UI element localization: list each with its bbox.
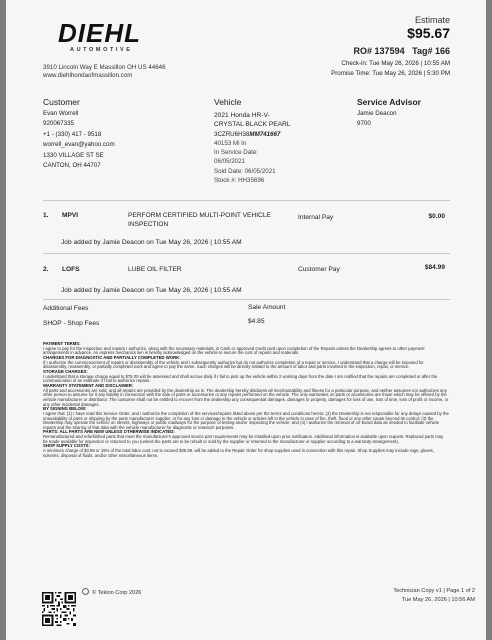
terms-section: [43, 356, 449, 370]
dealer-website: www.diehlhondaofmassillon.com: [43, 72, 133, 79]
customer-section: [43, 97, 115, 171]
terms-text: I agree to pay for the inspection and repairs I authorize, along with the necessary materials, in Cash or approved credit card upon completion of the Repairs unless the Dealership agrees to other payment arrangements in advance. An express mechanics lien is hereby acknowledged on the vehicle to secure the cost of repairs and materials.: [43, 345, 425, 356]
fees-heading: Additional Fees: [43, 305, 89, 312]
estimate-total: $95.67: [407, 25, 450, 41]
line-item-added-note: Job added by Jamie Deacon on Tue May 26, 2026 | 10:55 AM: [61, 287, 242, 294]
terms-heading: PARTS: ALL PARTS ARE NEW UNLESS OTHERWISE INDICATED:: [43, 429, 175, 435]
line-item-description: [128, 211, 271, 229]
document-type: Estimate: [414, 15, 450, 25]
advisor-section: [357, 97, 421, 129]
vehicle-color: CRYSTAL BLACK PEARL: [214, 121, 291, 129]
line-item-code: MPVI: [62, 212, 79, 219]
customer-street: 1330 VILLAGE ST SE: [43, 151, 104, 159]
advisor-details: [357, 109, 421, 129]
customer-phone: +1 - (330) 417 - 9518: [43, 130, 102, 138]
terms-heading: BY SIGNING BELOW:: [43, 406, 87, 412]
customer-name: Evan Worrell: [43, 110, 79, 117]
terms-text: I agree that: (1) I have read this Service Order, and I authorize the completion of the services/repairs listed above per the terms and conditions herein; (2) the Dealership is not responsible for any delays caused by the unavailability of parts or shipping by the parts manufacturer supplier, or for any loss or damage to the vehicle or articles left in the vehicle in case of fire, theft, flood or any other cause beyond its control; (3) the Dealership may operate the vehicle on streets, highways or public roadways for the purpose of testing and/or inspecting the vehicle; and (4) I authorize the retrieval of on-board data as needed to facilitate vehicle repairs and the sharing of that data with the vehicle manufacturer for diagnostic or research purposes.: [43, 410, 449, 430]
estimate-document: [6, 0, 486, 640]
ro-label: RO#: [353, 46, 373, 56]
qr-code: [42, 592, 76, 626]
vehicle-vin: [214, 130, 290, 139]
vehicle-model: 2021 Honda HR-V-: [214, 112, 270, 119]
checkin-time: Check-in: Tue May 26, 2026 | 10:55 AM: [341, 60, 450, 67]
terms-section: [43, 430, 449, 444]
vehicle-section: [214, 97, 290, 185]
divider: [43, 200, 450, 201]
line-item-number: 2.: [43, 266, 49, 273]
line-item-pay-type: Customer Pay: [298, 266, 340, 273]
customer-city: CANTON, OH 44707: [43, 162, 101, 170]
vehicle-heading: Vehicle: [214, 97, 242, 107]
dealer-address-block: [43, 64, 166, 80]
terms-section: [43, 444, 449, 458]
in-service-label: In Service Date:: [214, 149, 259, 157]
in-service-date: 06/05/2021: [214, 158, 245, 166]
terms-text: Remanufactured and refurbished parts that meet the manufacturer's approved source part requirements may be installed upon prior notification. Additional information is available upon request. Replaced parts may be made available for inspection or returned to you (unless the parts are to be rebuilt or sold by the supplier or returned to the manufacturer or supplier according to a warranty arrangement).: [43, 434, 444, 444]
terms-section: [43, 342, 449, 356]
tekion-icon: [82, 588, 89, 595]
line-item-desc-line2: INSPECTION: [128, 221, 169, 228]
stock-number: Stock #: HH35696: [214, 177, 265, 185]
vin-suffix: MM741667: [249, 130, 281, 138]
customer-account: 920067335: [43, 120, 74, 128]
terms-text: I understand that a storage charge equal to $75.00 will be assessed and shall accrue daily if I fail to pick up the vehicle within 2 working days from the date I am notified that the repairs are completed or after the communication of an estimate if I fail to authorize repairs.: [43, 373, 438, 384]
vin-prefix: 3CZRU6H38: [214, 130, 250, 138]
copy-info: Technician Copy v1 | Page 1 of 2: [393, 588, 475, 594]
vehicle-miles: 40153 Mi In: [214, 139, 247, 147]
dealer-logo: DIEHL: [58, 18, 141, 48]
fees-amount-heading: Sale Amount: [248, 304, 286, 311]
terms-text: A minimum charge of $3.99 or 15% of the total labor cost, not to exceed $35.99, will be added to the Repair Order for shop supplies used in connection with this repair. Shop Supplies may include rags, gloves, solvents, disposal of fluids, and/or other miscellaneous items.: [43, 448, 434, 458]
promise-time: Promise Time: Tue May 26, 2026 | 5:30 PM: [331, 70, 450, 77]
line-item-added-note: Job added by Jamie Deacon on Tue May 26, 2026 | 10:55 AM: [61, 239, 242, 246]
line-item-pay-type: Internal Pay: [298, 214, 334, 221]
terms-section: [43, 407, 449, 430]
printed-time: Tue May 26, 2026 | 10:56 AM: [401, 597, 475, 603]
line-item-amount: $0.00: [428, 213, 445, 220]
dealer-logo-subtitle: AUTOMOTIVE: [70, 47, 133, 53]
vehicle-details: [214, 111, 290, 185]
line-item-desc-line1: LUBE OIL FILTER: [128, 266, 182, 273]
tag-label: Tag#: [412, 46, 433, 56]
sold-date: Sold Date: 06/05/2021: [214, 167, 276, 175]
customer-heading: Customer: [43, 97, 80, 107]
terms-heading: PAYMENT TERMS:: [43, 341, 81, 346]
copyright: [82, 588, 141, 596]
page-info: [393, 587, 475, 605]
line-item-amount: $84.99: [424, 264, 445, 271]
tag-number: 166: [434, 46, 450, 56]
divider: [43, 253, 450, 254]
advisor-id: 9700: [357, 120, 371, 127]
terms-heading: CHARGES FOR DIAGNOSTIC AND PARTIALLY COMPLETED WORK:: [43, 354, 181, 360]
line-item-number: 1.: [43, 212, 49, 219]
copyright-text: © Tekion Corp 2026: [92, 590, 142, 596]
terms-heading: STORAGE CHARGES:: [43, 368, 88, 374]
terms-text: All parts and accessories are sold, and all repairs are provided by the dealership as is. The dealership hereby disclaims all merchantability and fitness for a particular purpose, and neither assumes nor authorizes any other person to assume for it any liability in connection with the sale of parts or accessories or any repairs performed on the vehicle. The only warranties on parts or accessories are those which may be offered by the vehicle manufacturer or distributor. The customer shall not be entitled to recover from the dealership any consequential damages, damages to property, damages for loss of use, loss of time, loss of profit or income, or any other incidental damages.: [43, 387, 449, 407]
advisor-name: Jamie Deacon: [357, 110, 397, 117]
line-item-code: LOFS: [62, 266, 80, 273]
ro-tag-line: [354, 46, 450, 56]
fee-item-amount: $4.85: [248, 318, 265, 325]
customer-details: [43, 109, 115, 171]
dealer-address: 3910 Lincoln Way E Massillon OH US 44646: [43, 64, 166, 71]
terms-heading: WARRANTY STATEMENT AND DISCLAIMER:: [43, 382, 134, 388]
advisor-heading: Service Advisor: [357, 97, 421, 107]
line-item-desc-line1: PERFORM CERTIFIED MULTI-POINT VEHICLE: [128, 212, 271, 219]
ro-number: 137594: [374, 46, 405, 56]
terms-heading: SHOP SUPPLY COSTS:: [43, 443, 90, 449]
terms-section: [43, 384, 449, 407]
fee-item: SHOP - Shop Fees: [43, 320, 100, 327]
terms-section: [43, 370, 449, 384]
terms-text: If I authorize the commencement of repairs or disassembly of the vehicle and I subsequently authorize but do not authorize completion of a repair or service, I understand that a charge will be imposed for disassembly, reassembly, or partially completed work and agree to pay the same. Such charges will be directly related to the amount of labor and parts involved in the inspection, repair, or service.: [43, 359, 424, 370]
terms-and-conditions: [43, 342, 449, 458]
customer-email: worrell_evan@yahoo.com: [43, 141, 115, 149]
divider: [43, 299, 450, 300]
date-block: [331, 59, 450, 79]
